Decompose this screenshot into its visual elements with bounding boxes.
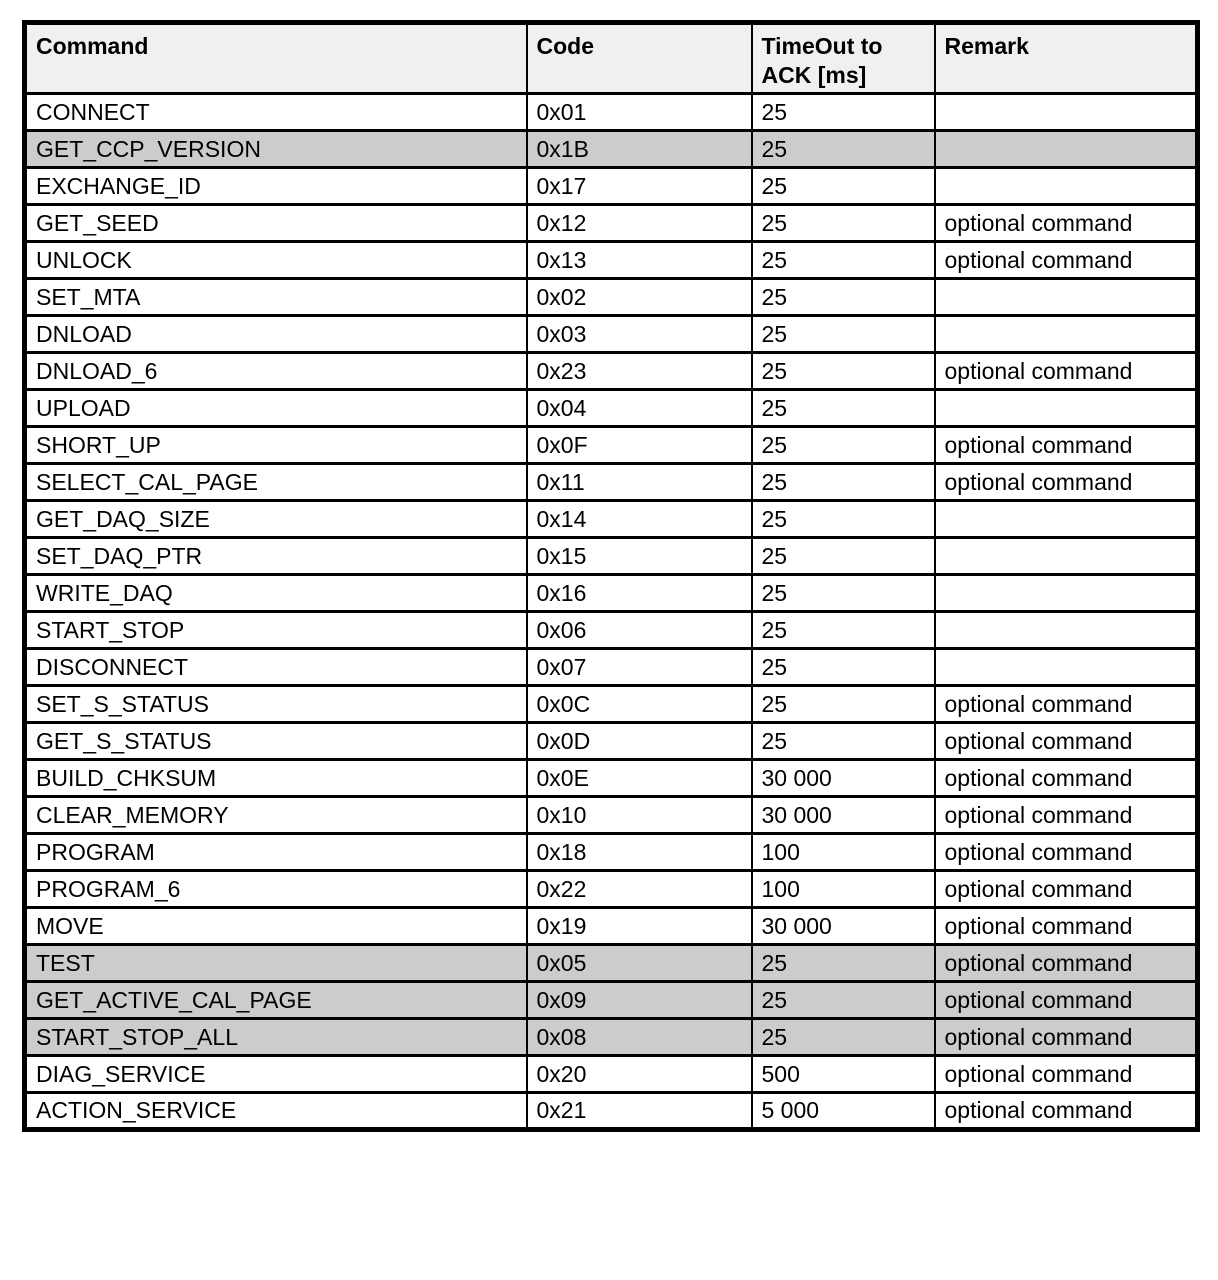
cell-command: SHORT_UP (25, 427, 527, 464)
cell-remark: optional command (935, 1019, 1198, 1056)
cell-command: PROGRAM (25, 834, 527, 871)
cell-timeout: 25 (752, 316, 935, 353)
cell-command: UNLOCK (25, 242, 527, 279)
cell-remark (935, 168, 1198, 205)
cell-command: BUILD_CHKSUM (25, 760, 527, 797)
cell-code: 0x21 (527, 1093, 752, 1130)
cell-remark (935, 279, 1198, 316)
table-row (25, 538, 1198, 575)
cell-timeout: 5 000 (752, 1093, 935, 1130)
cell-timeout: 25 (752, 612, 935, 649)
table-row (25, 131, 1198, 168)
cell-remark: optional command (935, 871, 1198, 908)
cell-timeout: 25 (752, 575, 935, 612)
cell-command: SET_S_STATUS (25, 686, 527, 723)
table-row (25, 353, 1198, 390)
cell-command: SET_MTA (25, 279, 527, 316)
cell-command: TEST (25, 945, 527, 982)
cell-remark (935, 649, 1198, 686)
cell-timeout: 30 000 (752, 908, 935, 945)
table-row (25, 501, 1198, 538)
cell-remark: optional command (935, 760, 1198, 797)
cell-remark: optional command (935, 242, 1198, 279)
cell-code: 0x11 (527, 464, 752, 501)
cell-timeout: 25 (752, 982, 935, 1019)
cell-command: ACTION_SERVICE (25, 1093, 527, 1130)
cell-timeout: 25 (752, 686, 935, 723)
cell-remark: optional command (935, 982, 1198, 1019)
cell-timeout: 25 (752, 649, 935, 686)
cell-timeout: 100 (752, 871, 935, 908)
cell-remark: optional command (935, 1056, 1198, 1093)
cell-code: 0x09 (527, 982, 752, 1019)
cell-code: 0x0F (527, 427, 752, 464)
cell-code: 0x04 (527, 390, 752, 427)
table-row (25, 575, 1198, 612)
cell-command: UPLOAD (25, 390, 527, 427)
cell-command: PROGRAM_6 (25, 871, 527, 908)
cell-code: 0x08 (527, 1019, 752, 1056)
column-header-code: Code (527, 23, 752, 94)
cell-remark (935, 131, 1198, 168)
table-row (25, 94, 1198, 131)
cell-timeout: 25 (752, 94, 935, 131)
cell-code: 0x19 (527, 908, 752, 945)
table-row (25, 760, 1198, 797)
column-header-command: Command (25, 23, 527, 94)
cell-code: 0x17 (527, 168, 752, 205)
cell-remark: optional command (935, 797, 1198, 834)
cell-code: 0x13 (527, 242, 752, 279)
table-row (25, 464, 1198, 501)
table-row (25, 1093, 1198, 1130)
cell-code: 0x0E (527, 760, 752, 797)
cell-remark: optional command (935, 1093, 1198, 1130)
cell-remark: optional command (935, 427, 1198, 464)
cell-code: 0x05 (527, 945, 752, 982)
cell-code: 0x10 (527, 797, 752, 834)
cell-remark (935, 575, 1198, 612)
cell-code: 0x15 (527, 538, 752, 575)
cell-code: 0x07 (527, 649, 752, 686)
table-row (25, 279, 1198, 316)
cell-command: GET_S_STATUS (25, 723, 527, 760)
table-row (25, 390, 1198, 427)
cell-code: 0x1B (527, 131, 752, 168)
cell-code: 0x06 (527, 612, 752, 649)
cell-command: GET_ACTIVE_CAL_PAGE (25, 982, 527, 1019)
table-row (25, 205, 1198, 242)
cell-timeout: 25 (752, 205, 935, 242)
table-body (25, 94, 1198, 1130)
cell-timeout: 100 (752, 834, 935, 871)
table-header (25, 23, 1198, 94)
cell-remark: optional command (935, 353, 1198, 390)
table-row (25, 649, 1198, 686)
cell-remark: optional command (935, 464, 1198, 501)
cell-code: 0x0D (527, 723, 752, 760)
table-row (25, 686, 1198, 723)
cell-remark (935, 501, 1198, 538)
table-row (25, 945, 1198, 982)
cell-remark: optional command (935, 945, 1198, 982)
cell-command: SELECT_CAL_PAGE (25, 464, 527, 501)
cell-code: 0x03 (527, 316, 752, 353)
cell-command: GET_CCP_VERSION (25, 131, 527, 168)
table-row (25, 723, 1198, 760)
cell-timeout: 25 (752, 242, 935, 279)
cell-command: WRITE_DAQ (25, 575, 527, 612)
cell-timeout: 25 (752, 427, 935, 464)
cell-remark (935, 316, 1198, 353)
cell-remark: optional command (935, 908, 1198, 945)
cell-command: START_STOP_ALL (25, 1019, 527, 1056)
table-row (25, 908, 1198, 945)
cell-command: CONNECT (25, 94, 527, 131)
table-row (25, 1056, 1198, 1093)
cell-code: 0x16 (527, 575, 752, 612)
ccp-command-table (22, 20, 1200, 1132)
cell-code: 0x14 (527, 501, 752, 538)
cell-code: 0x12 (527, 205, 752, 242)
cell-command: MOVE (25, 908, 527, 945)
cell-timeout: 25 (752, 353, 935, 390)
cell-command: GET_SEED (25, 205, 527, 242)
cell-remark: optional command (935, 205, 1198, 242)
table-row (25, 316, 1198, 353)
cell-remark: optional command (935, 834, 1198, 871)
table-row (25, 982, 1198, 1019)
cell-remark (935, 94, 1198, 131)
cell-timeout: 25 (752, 464, 935, 501)
header-row (25, 23, 1198, 94)
cell-command: DNLOAD_6 (25, 353, 527, 390)
cell-command: DIAG_SERVICE (25, 1056, 527, 1093)
cell-timeout: 30 000 (752, 797, 935, 834)
table-row (25, 242, 1198, 279)
table-row (25, 871, 1198, 908)
cell-timeout: 25 (752, 390, 935, 427)
cell-timeout: 25 (752, 723, 935, 760)
column-header-timeout: TimeOut to ACK [ms] (752, 23, 935, 94)
table-row (25, 1019, 1198, 1056)
table-row (25, 834, 1198, 871)
cell-code: 0x01 (527, 94, 752, 131)
cell-timeout: 25 (752, 501, 935, 538)
cell-timeout: 25 (752, 131, 935, 168)
cell-timeout: 25 (752, 168, 935, 205)
cell-timeout: 500 (752, 1056, 935, 1093)
cell-command: DISCONNECT (25, 649, 527, 686)
cell-timeout: 25 (752, 279, 935, 316)
column-header-remark: Remark (935, 23, 1198, 94)
cell-remark (935, 390, 1198, 427)
cell-code: 0x0C (527, 686, 752, 723)
cell-timeout: 25 (752, 1019, 935, 1056)
cell-command: CLEAR_MEMORY (25, 797, 527, 834)
cell-code: 0x20 (527, 1056, 752, 1093)
table-row (25, 168, 1198, 205)
table-row (25, 427, 1198, 464)
cell-remark: optional command (935, 723, 1198, 760)
cell-remark (935, 612, 1198, 649)
cell-code: 0x23 (527, 353, 752, 390)
cell-timeout: 25 (752, 538, 935, 575)
cell-code: 0x22 (527, 871, 752, 908)
cell-command: DNLOAD (25, 316, 527, 353)
cell-command: EXCHANGE_ID (25, 168, 527, 205)
cell-code: 0x18 (527, 834, 752, 871)
cell-command: GET_DAQ_SIZE (25, 501, 527, 538)
cell-command: START_STOP (25, 612, 527, 649)
cell-command: SET_DAQ_PTR (25, 538, 527, 575)
cell-code: 0x02 (527, 279, 752, 316)
table-row (25, 612, 1198, 649)
cell-remark: optional command (935, 686, 1198, 723)
cell-timeout: 30 000 (752, 760, 935, 797)
cell-remark (935, 538, 1198, 575)
table-row (25, 797, 1198, 834)
cell-timeout: 25 (752, 945, 935, 982)
